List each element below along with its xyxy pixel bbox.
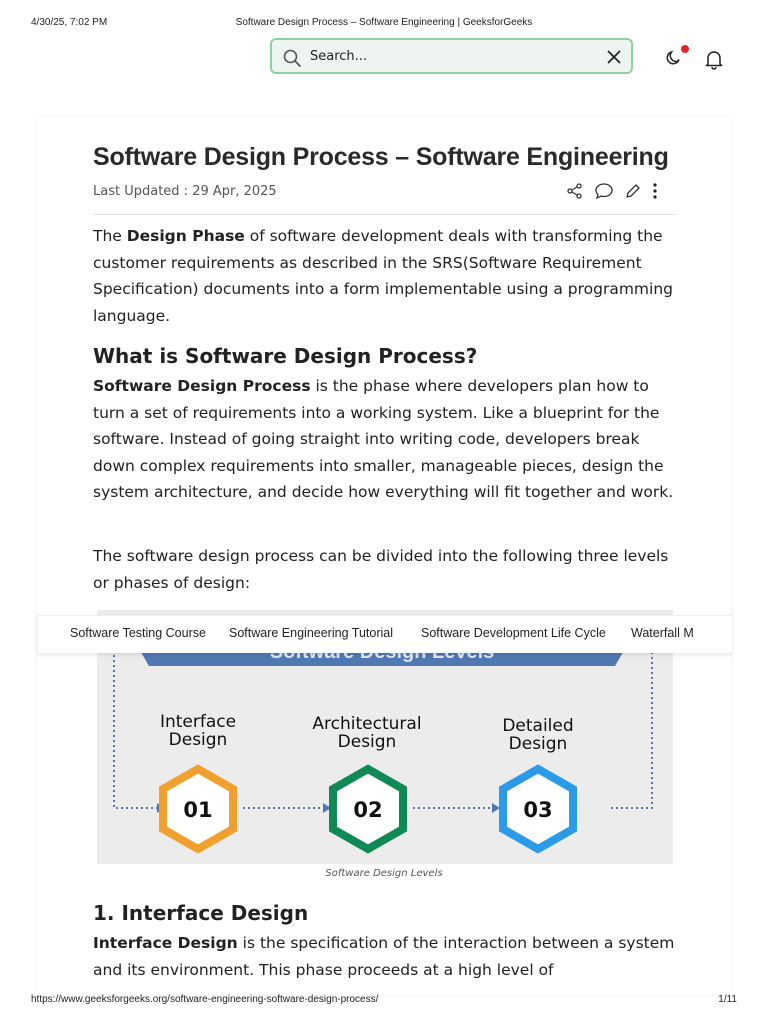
interface-design-term: Interface Design xyxy=(93,934,238,952)
interface-paragraph xyxy=(93,930,683,983)
article-actions xyxy=(566,182,658,204)
print-page-number: 1/11 xyxy=(718,994,737,1005)
level-2-label-line1: Architectural xyxy=(312,714,422,734)
right-connector xyxy=(611,650,652,808)
close-icon[interactable] xyxy=(605,48,623,70)
article-title: Software Design Process – Software Engineering xyxy=(93,143,669,171)
level-3-number: 03 xyxy=(523,798,553,822)
level-3-label-line2: Design xyxy=(508,734,568,754)
divider xyxy=(93,214,676,215)
more-options-icon[interactable] xyxy=(652,182,658,204)
related-tags-bar xyxy=(38,615,732,653)
print-page-title: Software Design Process – Software Engineering | GeeksforGeeks xyxy=(235,17,533,28)
heading-what-is-design-process: What is Software Design Process? xyxy=(93,344,478,368)
heading-interface-design: 1. Interface Design xyxy=(93,901,309,925)
software-design-process-term: Software Design Process xyxy=(93,377,311,395)
bell-icon[interactable] xyxy=(703,48,725,74)
figure-caption: Software Design Levels xyxy=(325,868,443,879)
print-url: https://www.geeksforgeeks.org/software-engineering-software-design-process/ xyxy=(31,994,379,1005)
search-icon xyxy=(282,48,302,72)
level-1-number: 01 xyxy=(183,798,213,822)
levels-paragraph: The software design process can be divided into the following three levels or phases of design: xyxy=(93,547,669,592)
tag-software-engineering-tutorial[interactable]: Software Engineering Tutorial xyxy=(229,626,393,640)
search-bar[interactable] xyxy=(270,38,633,74)
search-input[interactable]: Search... xyxy=(310,49,368,64)
level-1-label-line2: Design xyxy=(168,730,228,750)
notification-dot xyxy=(681,45,689,53)
share-icon[interactable] xyxy=(566,182,584,204)
last-updated: Last Updated : 29 Apr, 2025 xyxy=(93,184,277,199)
arrowhead-2-3 xyxy=(492,803,500,813)
design-phase-term: Design Phase xyxy=(126,227,245,245)
intro-text-pre: The xyxy=(93,227,127,245)
tag-software-testing-course[interactable]: Software Testing Course xyxy=(70,626,206,640)
left-connector xyxy=(114,650,157,808)
print-date: 4/30/25, 7:02 PM xyxy=(31,17,108,28)
level-3-label-line1: Detailed xyxy=(502,716,574,736)
level-2-number: 02 xyxy=(353,798,383,822)
edit-pencil-icon[interactable] xyxy=(624,182,642,204)
definition-paragraph xyxy=(93,373,683,506)
level-2-label-line2: Design xyxy=(337,732,397,752)
tag-waterfall[interactable]: Waterfall M xyxy=(631,626,694,640)
level-1-label-line1: Interface xyxy=(159,712,237,732)
intro-paragraph xyxy=(93,223,683,329)
tag-sdlc[interactable]: Software Development Life Cycle xyxy=(421,626,606,640)
comment-icon[interactable] xyxy=(594,182,614,204)
intro-text-post: of software development deals with transforming the customer requirements as described in the SRS(Software Requirement Specification) documents into a form implementable using a programming language. xyxy=(93,227,673,325)
definition-text: is the phase where developers plan how to turn a set of requirements into a working system. Like a blueprint for the software. Instead of going straight into writing code, developers break down complex requirements into smaller, manageable pieces, design the system architecture, and decide how everything will fit together and work. xyxy=(93,377,674,502)
interface-text: is the specification of the interaction between a system and its environment. This phase proceeds at a high level of xyxy=(93,934,675,979)
